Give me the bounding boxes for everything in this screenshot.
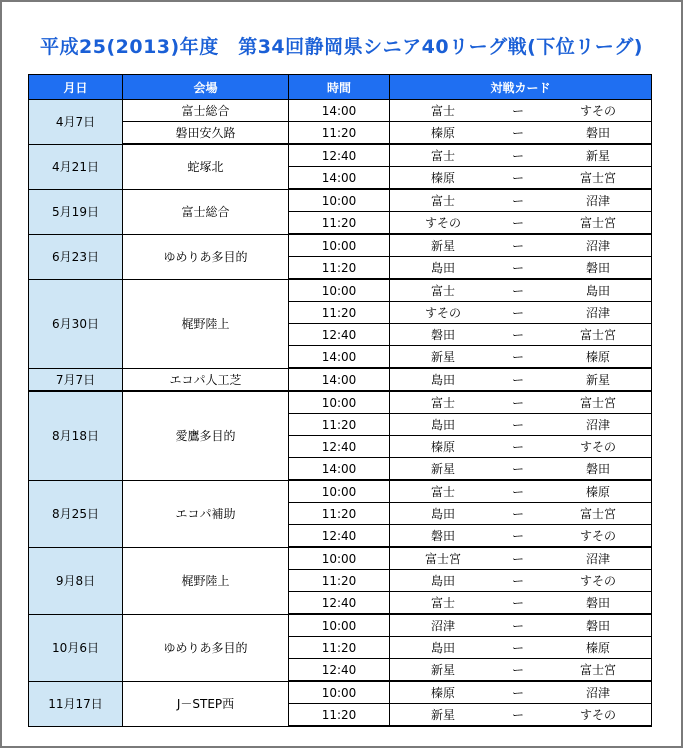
versus-dash: ー — [511, 396, 524, 410]
versus-dash: ー — [511, 418, 524, 432]
match-card — [390, 279, 652, 302]
match-card — [390, 480, 652, 503]
match-time: 10:00 — [289, 391, 390, 414]
match-pairing — [390, 212, 651, 233]
versus-dash: ー — [511, 284, 524, 298]
match-venue: 愛鷹多目的 — [123, 391, 289, 480]
versus-dash: ー — [511, 619, 524, 633]
away-team: すその — [579, 574, 616, 588]
table-row — [29, 234, 652, 257]
match-card — [390, 614, 652, 637]
header-venue: 会場 — [123, 75, 289, 100]
home-team: 新星 — [430, 350, 455, 364]
match-pairing — [390, 525, 651, 546]
home-team: 富士宮 — [424, 552, 461, 566]
match-time: 12:40 — [289, 525, 390, 548]
match-time: 11:20 — [289, 212, 390, 235]
match-time: 12:40 — [289, 436, 390, 458]
match-pairing — [390, 682, 651, 703]
match-pairing — [390, 190, 651, 211]
match-time: 11:20 — [289, 122, 390, 145]
home-team: 磐田 — [430, 328, 455, 342]
match-date: 8月25日 — [29, 480, 123, 547]
home-team: 島田 — [430, 641, 455, 655]
home-team: 島田 — [430, 373, 455, 387]
match-card — [390, 122, 652, 145]
versus-dash: ー — [511, 507, 524, 521]
home-team: 富士 — [430, 194, 455, 208]
versus-dash: ー — [511, 485, 524, 499]
table-row — [29, 368, 652, 391]
match-card — [390, 167, 652, 190]
away-team: すその — [579, 440, 616, 454]
match-card — [390, 547, 652, 570]
match-time: 11:20 — [289, 503, 390, 525]
match-time: 10:00 — [289, 234, 390, 257]
match-pairing — [390, 100, 651, 121]
match-card — [390, 302, 652, 324]
away-team: 磐田 — [585, 462, 610, 476]
match-pairing — [390, 235, 651, 256]
away-team: 富士宮 — [579, 328, 616, 342]
schedule-table — [28, 74, 652, 727]
match-card — [390, 144, 652, 167]
table-row — [29, 189, 652, 212]
match-time: 11:20 — [289, 302, 390, 324]
match-pairing — [390, 324, 651, 345]
match-time: 10:00 — [289, 547, 390, 570]
versus-dash: ー — [511, 462, 524, 476]
match-date: 5月19日 — [29, 189, 123, 234]
match-card — [390, 346, 652, 369]
match-time: 11:20 — [289, 570, 390, 592]
versus-dash: ー — [511, 239, 524, 253]
header-match: 対戦カード — [390, 75, 652, 100]
table-row — [29, 547, 652, 570]
table-row — [29, 122, 652, 145]
away-team: すその — [579, 529, 616, 543]
match-date: 8月18日 — [29, 391, 123, 480]
versus-dash: ー — [511, 373, 524, 387]
match-time: 12:40 — [289, 592, 390, 615]
match-card — [390, 100, 652, 122]
away-team: 沼津 — [585, 194, 610, 208]
versus-dash: ー — [511, 194, 524, 208]
match-venue: 富士総合 — [123, 189, 289, 234]
away-team: 新星 — [585, 149, 610, 163]
away-team: 磐田 — [585, 596, 610, 610]
match-card — [390, 570, 652, 592]
match-time: 14:00 — [289, 167, 390, 190]
away-team: 磐田 — [585, 619, 610, 633]
match-time: 10:00 — [289, 189, 390, 212]
away-team: 富士宮 — [579, 507, 616, 521]
versus-dash: ー — [511, 708, 524, 722]
match-pairing — [390, 346, 651, 367]
match-card — [390, 525, 652, 548]
match-time: 11:20 — [289, 257, 390, 280]
match-pairing — [390, 615, 651, 636]
away-team: すその — [579, 708, 616, 722]
match-date: 4月7日 — [29, 100, 123, 145]
match-card — [390, 503, 652, 525]
versus-dash: ー — [511, 350, 524, 364]
match-card — [390, 681, 652, 704]
match-time: 14:00 — [289, 346, 390, 369]
match-card — [390, 391, 652, 414]
match-time: 12:40 — [289, 144, 390, 167]
match-time: 10:00 — [289, 614, 390, 637]
home-team: 新星 — [430, 239, 455, 253]
versus-dash: ー — [511, 529, 524, 543]
versus-dash: ー — [511, 216, 524, 230]
table-row — [29, 279, 652, 302]
match-pairing — [390, 257, 651, 278]
match-pairing — [390, 592, 651, 613]
match-venue: ゆめりあ多目的 — [123, 614, 289, 681]
away-team: 磐田 — [585, 261, 610, 275]
match-time: 12:40 — [289, 324, 390, 346]
home-team: 富士 — [430, 396, 455, 410]
match-pairing — [390, 548, 651, 569]
versus-dash: ー — [511, 149, 524, 163]
match-time: 10:00 — [289, 279, 390, 302]
versus-dash: ー — [511, 126, 524, 140]
match-venue: エコパ補助 — [123, 480, 289, 547]
away-team: 沼津 — [585, 686, 610, 700]
match-card — [390, 436, 652, 458]
match-pairing — [390, 704, 651, 725]
away-team: 富士宮 — [579, 171, 616, 185]
home-team: 新星 — [430, 663, 455, 677]
match-date: 9月8日 — [29, 547, 123, 614]
versus-dash: ー — [511, 596, 524, 610]
away-team: 富士宮 — [579, 396, 616, 410]
home-team: 新星 — [430, 462, 455, 476]
versus-dash: ー — [511, 552, 524, 566]
header-date: 月日 — [29, 75, 123, 100]
versus-dash: ー — [511, 261, 524, 275]
match-date: 7月7日 — [29, 368, 123, 391]
away-team: 榛原 — [585, 350, 610, 364]
match-pairing — [390, 392, 651, 413]
match-venue: ゆめりあ多目的 — [123, 234, 289, 279]
match-time: 11:20 — [289, 414, 390, 436]
versus-dash: ー — [511, 328, 524, 342]
home-team: 富士 — [430, 485, 455, 499]
match-venue: 蛇塚北 — [123, 144, 289, 189]
header-row — [29, 75, 652, 100]
away-team: 島田 — [585, 284, 610, 298]
home-team: 磐田 — [430, 529, 455, 543]
match-pairing — [390, 280, 651, 301]
home-team: 榛原 — [430, 126, 455, 140]
home-team: 富士 — [430, 104, 455, 118]
match-pairing — [390, 436, 651, 457]
match-card — [390, 704, 652, 727]
match-date: 11月17日 — [29, 681, 123, 726]
versus-dash: ー — [511, 663, 524, 677]
home-team: すその — [424, 306, 461, 320]
match-venue: 梶野陸上 — [123, 547, 289, 614]
match-card — [390, 324, 652, 346]
match-time: 14:00 — [289, 100, 390, 122]
match-time: 12:40 — [289, 659, 390, 682]
home-team: 島田 — [430, 418, 455, 432]
home-team: 榛原 — [430, 440, 455, 454]
away-team: 富士宮 — [579, 216, 616, 230]
away-team: 沼津 — [585, 418, 610, 432]
schedule-body — [29, 100, 652, 727]
match-pairing — [390, 637, 651, 658]
match-time: 10:00 — [289, 480, 390, 503]
home-team: すその — [424, 216, 461, 230]
table-row — [29, 681, 652, 704]
home-team: 島田 — [430, 261, 455, 275]
match-time: 14:00 — [289, 458, 390, 481]
match-pairing — [390, 481, 651, 502]
match-card — [390, 189, 652, 212]
table-row — [29, 614, 652, 637]
header-time: 時間 — [289, 75, 390, 100]
match-pairing — [390, 503, 651, 524]
away-team: 榛原 — [585, 641, 610, 655]
match-card — [390, 414, 652, 436]
match-pairing — [390, 414, 651, 435]
home-team: 島田 — [430, 507, 455, 521]
match-pairing — [390, 458, 651, 479]
away-team: 富士宮 — [579, 663, 616, 677]
home-team: 新星 — [430, 708, 455, 722]
home-team: 榛原 — [430, 686, 455, 700]
home-team: 島田 — [430, 574, 455, 588]
match-venue: エコパ人工芝 — [123, 368, 289, 391]
match-date: 6月30日 — [29, 279, 123, 368]
match-date: 6月23日 — [29, 234, 123, 279]
versus-dash: ー — [511, 306, 524, 320]
away-team: 沼津 — [585, 552, 610, 566]
table-row — [29, 100, 652, 122]
versus-dash: ー — [511, 104, 524, 118]
match-time: 14:00 — [289, 368, 390, 391]
match-venue: 富士総合 — [123, 100, 289, 122]
versus-dash: ー — [511, 171, 524, 185]
table-row — [29, 391, 652, 414]
table-row — [29, 480, 652, 503]
table-row — [29, 144, 652, 167]
away-team: 榛原 — [585, 485, 610, 499]
versus-dash: ー — [511, 686, 524, 700]
match-pairing — [390, 302, 651, 323]
away-team: 新星 — [585, 373, 610, 387]
versus-dash: ー — [511, 641, 524, 655]
match-card — [390, 257, 652, 280]
home-team: 富士 — [430, 284, 455, 298]
versus-dash: ー — [511, 574, 524, 588]
match-card — [390, 592, 652, 615]
home-team: 富士 — [430, 596, 455, 610]
match-card — [390, 368, 652, 391]
home-team: 富士 — [430, 149, 455, 163]
match-pairing — [390, 145, 651, 166]
home-team: 沼津 — [430, 619, 455, 633]
match-card — [390, 212, 652, 235]
match-date: 10月6日 — [29, 614, 123, 681]
match-pairing — [390, 122, 651, 143]
versus-dash: ー — [511, 440, 524, 454]
match-pairing — [390, 369, 651, 390]
away-team: 沼津 — [585, 239, 610, 253]
page-title: 平成25(2013)年度 第34回静岡県シニア40リーグ戦(下位リーグ) — [40, 36, 643, 58]
match-venue: J－STEP西 — [123, 681, 289, 726]
match-date: 4月21日 — [29, 144, 123, 189]
match-card — [390, 659, 652, 682]
match-card — [390, 458, 652, 481]
match-pairing — [390, 167, 651, 188]
match-time: 11:20 — [289, 637, 390, 659]
match-venue: 磐田安久路 — [123, 122, 289, 145]
match-time: 11:20 — [289, 704, 390, 727]
home-team: 榛原 — [430, 171, 455, 185]
away-team: 磐田 — [585, 126, 610, 140]
match-card — [390, 637, 652, 659]
away-team: すその — [579, 104, 616, 118]
match-time: 10:00 — [289, 681, 390, 704]
match-pairing — [390, 659, 651, 680]
away-team: 沼津 — [585, 306, 610, 320]
match-venue: 梶野陸上 — [123, 279, 289, 368]
match-card — [390, 234, 652, 257]
match-pairing — [390, 570, 651, 591]
